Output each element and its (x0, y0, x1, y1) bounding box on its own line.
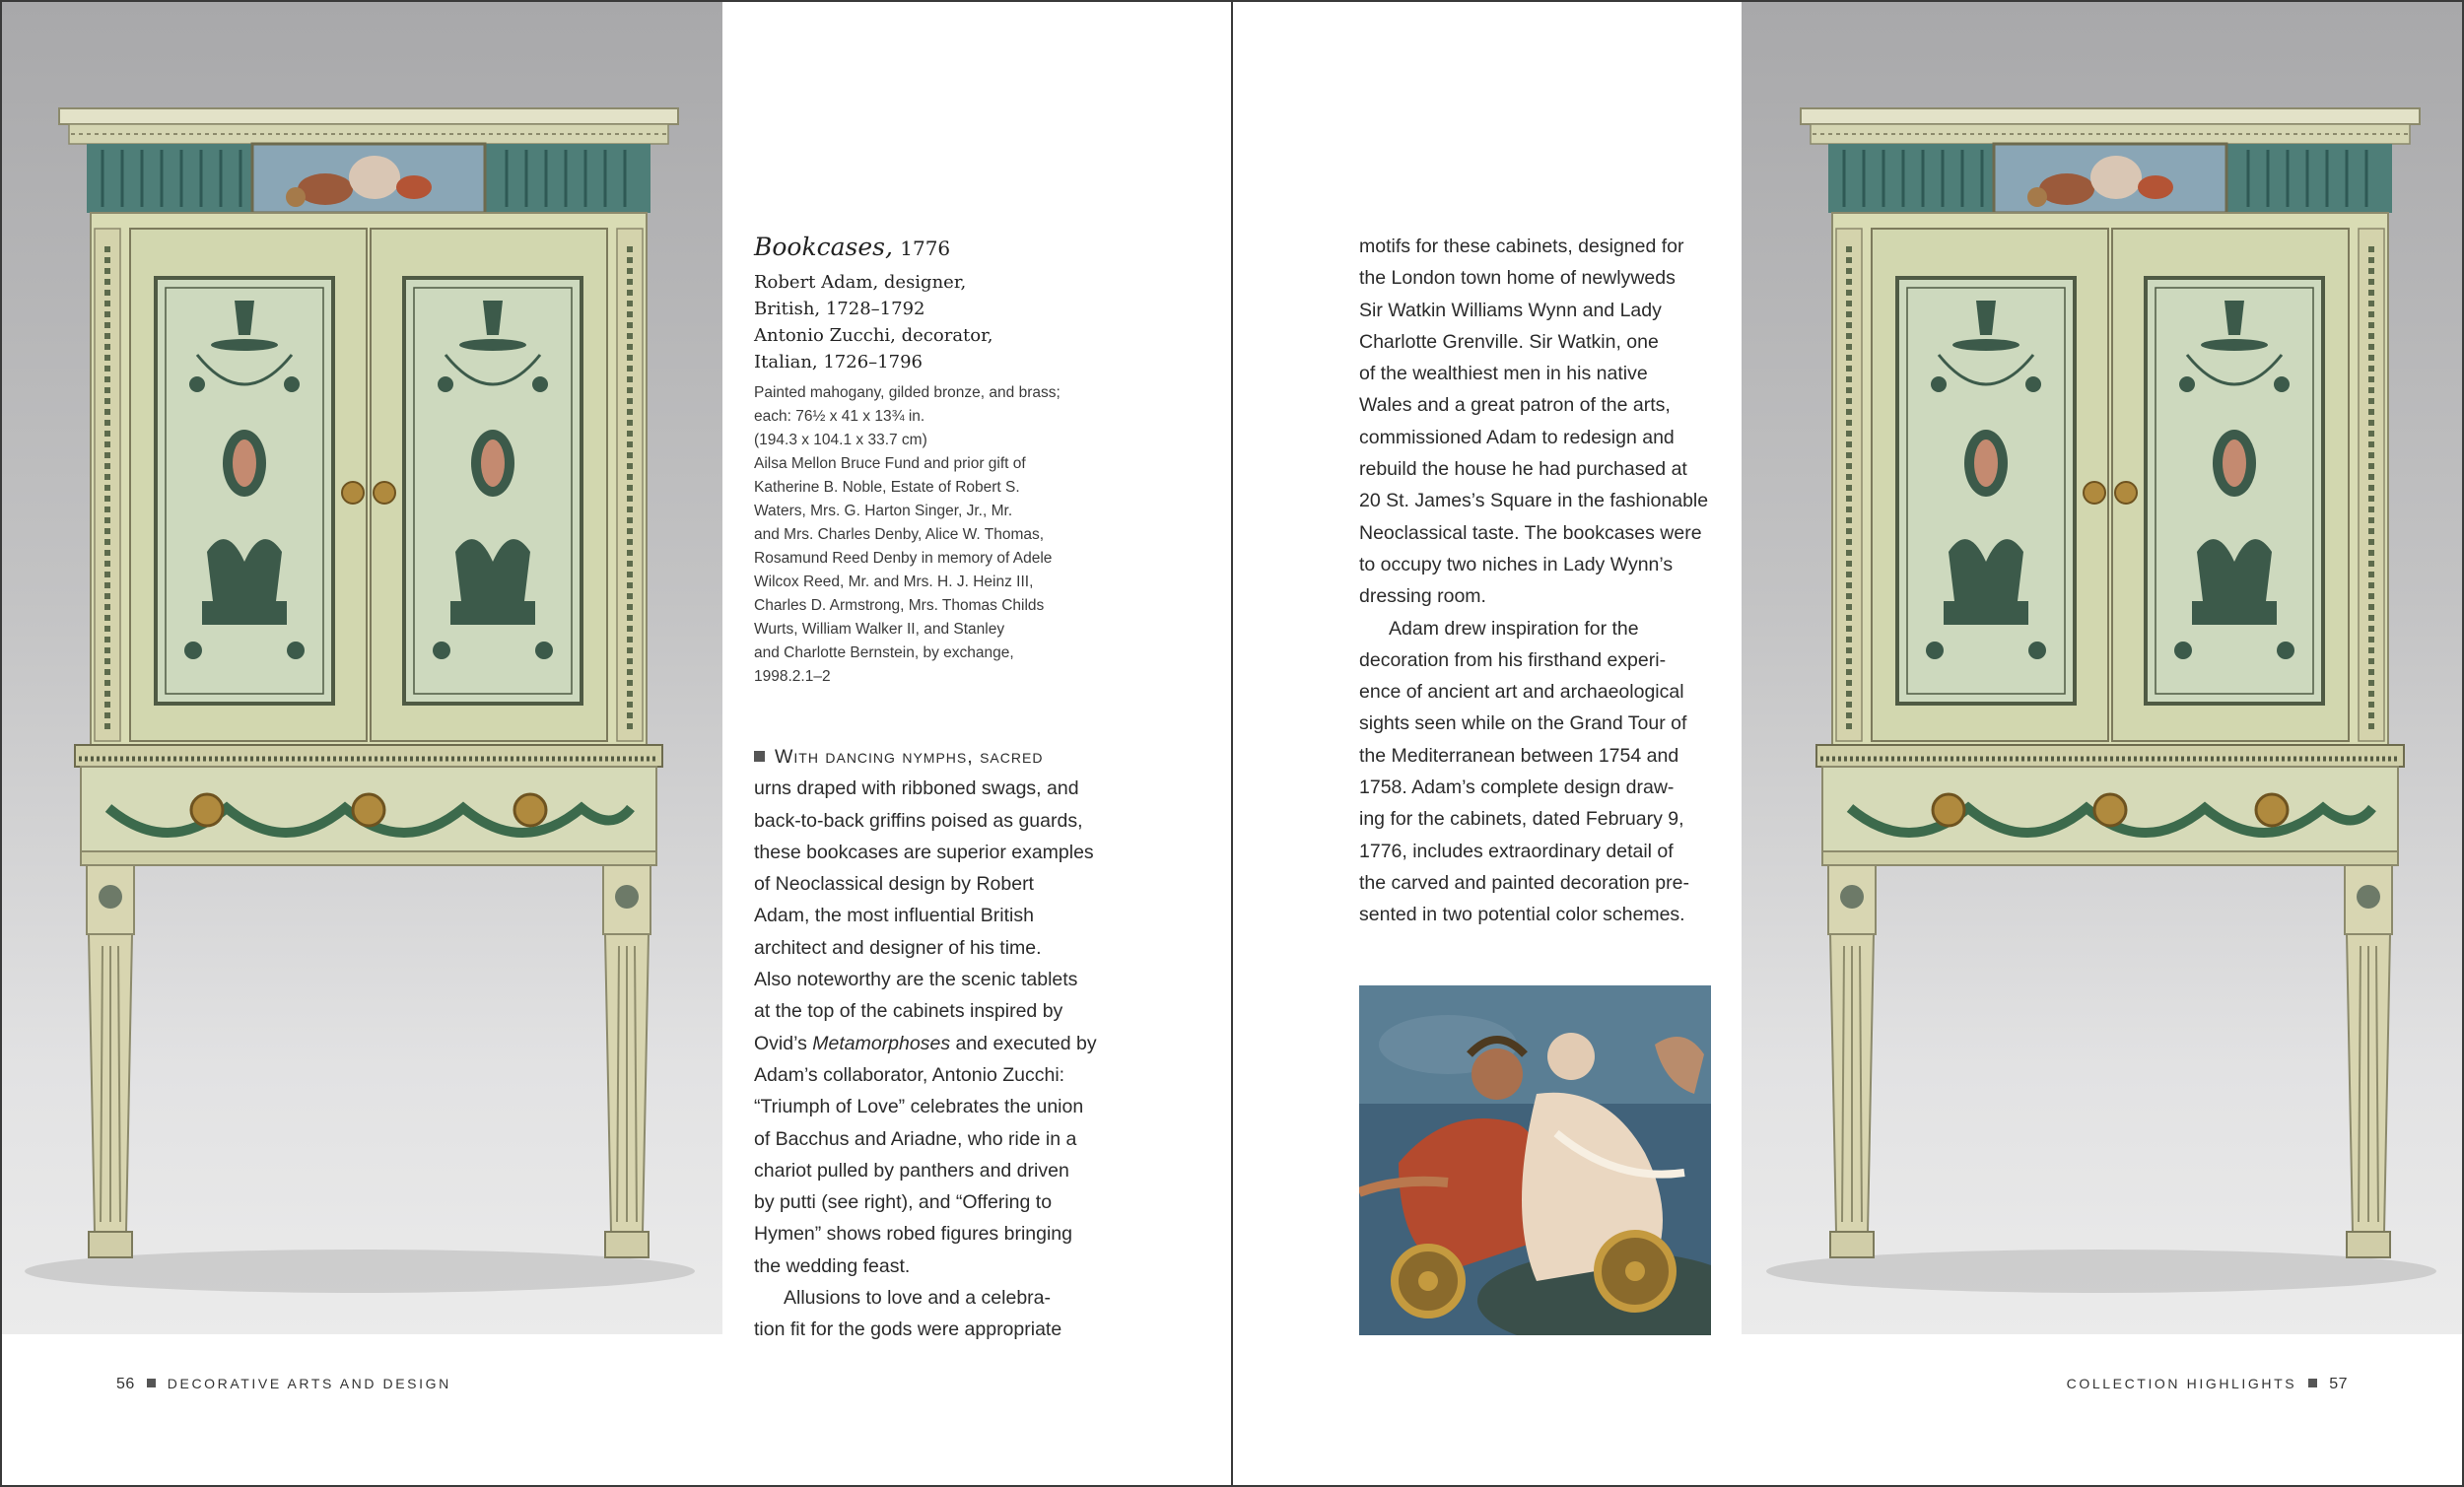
book-gutter (1231, 0, 1233, 1487)
body-line: the wedding feast. (754, 1254, 911, 1277)
body-line: rebuild the house he had purchased at (1359, 458, 1687, 481)
body-line: 1758. Adam’s complete design draw- (1359, 777, 1675, 799)
caption-designer-line: Antonio Zucchi, decorator, (754, 325, 993, 346)
caption-designer-line: Robert Adam, designer, (754, 272, 967, 293)
body-line: 1776, includes extraordinary detail of (1359, 840, 1674, 862)
body-line: Sir Watkin Williams Wynn and Lady (1359, 299, 1662, 321)
triumph-of-love-detail (1359, 985, 1711, 1335)
caption-detail-line: and Mrs. Charles Denby, Alice W. Thomas, (754, 526, 1045, 543)
body-line: Neoclassical taste. The bookcases were (1359, 521, 1702, 544)
ovid-prefix: Ovid’s (754, 1032, 813, 1054)
body-line: dressing room. (1359, 585, 1486, 608)
caption-detail-line: Wurts, William Walker II, and Stanley (754, 621, 1005, 638)
body-line: back-to-back griffins poised as guards, (754, 809, 1083, 832)
body-line: Wales and a great patron of the arts, (1359, 394, 1671, 417)
body-line: motifs for these cabinets, designed for (1359, 236, 1684, 257)
page-number-right: 57 (2329, 1376, 2348, 1392)
caption-detail-line: each: 76½ x 41 x 13¾ in. (754, 408, 925, 425)
body-line: Charlotte Grenville. Sir Watkin, one (1359, 330, 1659, 353)
bookcase-illustration-right (1742, 0, 2464, 1334)
body-line: decoration from his firsthand experi- (1359, 648, 1667, 671)
caption-detail-line: Katherine B. Noble, Estate of Robert S. (754, 479, 1020, 496)
caption-detail-line: Charles D. Armstrong, Mrs. Thomas Childs (754, 597, 1045, 614)
artwork-caption (754, 233, 1109, 689)
body-line: ence of ancient art and archaeological (1359, 681, 1684, 704)
body-line: the London town home of newlyweds (1359, 267, 1676, 290)
caption-year: 1776 (900, 237, 951, 260)
bookcase-photo-right (1742, 0, 2464, 1334)
footer-left (116, 1376, 451, 1393)
body-line: the Mediterranean between 1754 and (1359, 744, 1679, 767)
lead-in-smallcaps: With dancing nymphs, sacred (775, 746, 1044, 768)
body-line: sights seen while on the Grand Tour of (1359, 712, 1687, 735)
body-text-right (1359, 231, 1714, 931)
lead-in-line (754, 741, 1109, 773)
section-title-right: COLLECTION HIGHLIGHTS (2066, 1376, 2297, 1391)
bookcase-illustration-left (0, 0, 722, 1334)
body-text-left (754, 741, 1109, 1346)
body-line: 20 St. James’s Square in the fashionable (1359, 490, 1709, 512)
body-line: of Bacchus and Ariadne, who ride in a (754, 1127, 1077, 1150)
body-line: “Triumph of Love” celebrates the union (754, 1096, 1084, 1118)
body-line: Adam’s collaborator, Antonio Zucchi: (754, 1063, 1065, 1086)
footer-right (2067, 1376, 2348, 1393)
caption-detail-line: and Charlotte Bernstein, by exchange, (754, 644, 1014, 661)
body-line-ovid (754, 1028, 1109, 1059)
right-page (1233, 0, 2464, 1487)
body-line: Hymen” shows robed figures bringing (754, 1223, 1072, 1246)
body-line: these bookcases are superior examples (754, 841, 1094, 863)
page-number-left: 56 (116, 1376, 135, 1392)
caption-title-italic: Bookcases, (754, 233, 893, 261)
body-line: chariot pulled by panthers and driven (754, 1159, 1069, 1182)
body-line: architect and designer of his time. (754, 936, 1042, 959)
caption-detail-line: Painted mahogany, gilded bronze, and brass; (754, 384, 1061, 401)
caption-details (754, 381, 1109, 689)
caption-title (754, 233, 1109, 263)
body-line: by putti (see right), and “Offering to (754, 1191, 1053, 1214)
tablet-detail-image (1359, 985, 1711, 1335)
section-title-left: DECORATIVE ARTS AND DESIGN (167, 1376, 451, 1391)
body-line: urns draped with ribboned swags, and (754, 777, 1079, 800)
ovid-title: Metamorphoses (812, 1032, 951, 1054)
body-line: of Neoclassical design by Robert (754, 873, 1034, 896)
body-line: Allusions to love and a celebra- (784, 1287, 1051, 1310)
caption-detail-line: Rosamund Reed Denby in memory of Adele (754, 550, 1053, 567)
body-line: tion fit for the gods were appropriate (754, 1318, 1062, 1341)
body-line: ing for the cabinets, dated February 9, (1359, 808, 1684, 831)
square-bullet-icon (754, 751, 765, 762)
body-line: Also noteworthy are the scenic tablets (754, 969, 1078, 991)
caption-detail-line: 1998.2.1–2 (754, 668, 831, 685)
body-line: commissioned Adam to redesign and (1359, 426, 1675, 448)
body-line: Adam, the most influential British (754, 905, 1034, 927)
bookcase-photo-left (0, 0, 722, 1334)
caption-detail-line: Waters, Mrs. G. Harton Singer, Jr., Mr. (754, 503, 1013, 519)
caption-designer-line: Italian, 1726–1796 (754, 352, 923, 372)
square-separator-icon (2308, 1379, 2317, 1387)
caption-detail-line: (194.3 x 104.1 x 33.7 cm) (754, 432, 927, 448)
body-line: sented in two potential color schemes. (1359, 904, 1685, 926)
square-separator-icon (147, 1379, 156, 1387)
caption-designer-line: British, 1728–1792 (754, 299, 925, 319)
caption-detail-line: Wilcox Reed, Mr. and Mrs. H. J. Heinz III, (754, 574, 1034, 590)
frame-border-left (0, 0, 2, 1487)
body-line: the carved and painted decoration pre- (1359, 871, 1689, 894)
body-line: to occupy two niches in Lady Wynn’s (1359, 553, 1674, 575)
caption-detail-line: Ailsa Mellon Bruce Fund and prior gift of (754, 455, 1026, 472)
body-line: at the top of the cabinets inspired by (754, 1000, 1063, 1023)
frame-border-top (0, 0, 2464, 2)
body-line: Adam drew inspiration for the (1389, 617, 1639, 640)
ovid-suffix: and executed by (950, 1032, 1097, 1054)
body-line: of the wealthiest men in his native (1359, 363, 1648, 385)
